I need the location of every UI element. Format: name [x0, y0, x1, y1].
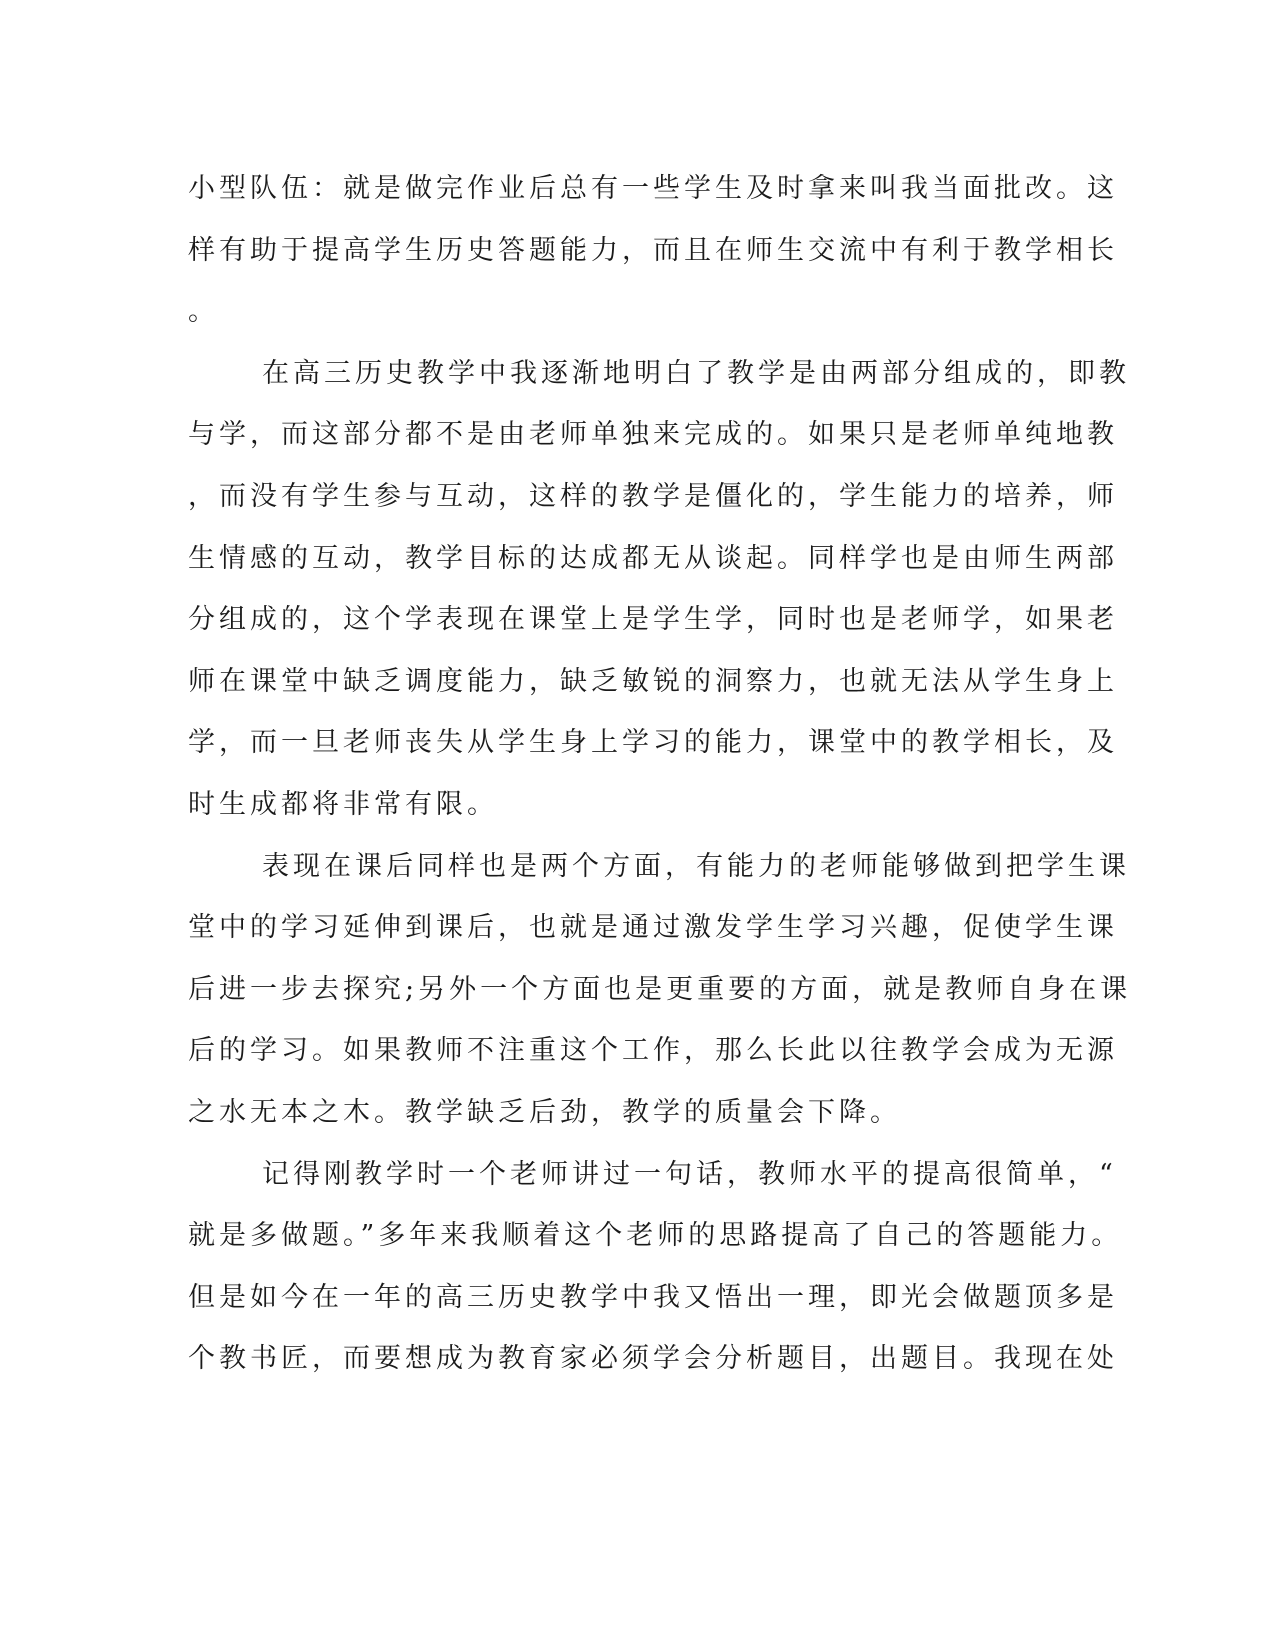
- text-line: 之水无本之木。教学缺乏后劲，教学的质量会下降。: [188, 1096, 901, 1128]
- text-line: 后的学习。如果教师不注重这个工作，那么长此以往教学会成为无源: [188, 1035, 1118, 1067]
- text-line: 个教书匠，而要想成为教育家必须学会分析题目，出题目。我现在处: [188, 1343, 1118, 1375]
- text-line: ，而没有学生参与互动，这样的教学是僵化的，学生能力的培养，师: [188, 480, 1118, 512]
- paragraph-first-line: 记得刚教学时一个老师讲过一句话，教师水平的提高很简单，“: [262, 1158, 1117, 1190]
- text-line: 后进一步去探究;另外一个方面也是更重要的方面，就是教师自身在课: [188, 973, 1132, 1005]
- text-line: 堂中的学习延伸到课后，也就是通过激发学生学习兴趣，促使学生课: [188, 912, 1118, 944]
- text-line: 与学，而这部分都不是由老师单独来完成的。如果只是老师单纯地教: [188, 419, 1118, 451]
- text-line: 样有助于提高学生历史答题能力，而且在师生交流中有利于教学相长: [188, 234, 1118, 266]
- text-line: 生情感的互动，教学目标的达成都无从谈起。同样学也是由师生两部: [188, 542, 1118, 574]
- document-body: [188, 158, 1132, 1390]
- text-line: 师在课堂中缺乏调度能力，缺乏敏锐的洞察力，也就无法从学生身上: [188, 665, 1118, 697]
- paragraph-first-line: 在高三历史教学中我逐渐地明白了教学是由两部分组成的，即教: [262, 357, 1130, 389]
- text-line: 时生成都将非常有限。: [188, 788, 498, 820]
- text-line: 但是如今在一年的高三历史教学中我又悟出一理，即光会做题顶多是: [188, 1281, 1118, 1313]
- text-line: 小型队伍：就是做完作业后总有一些学生及时拿来叫我当面批改。这: [188, 173, 1118, 204]
- text-line: 。: [188, 296, 219, 328]
- text-line: 就是多做题。”多年来我顺着这个老师的思路提高了自己的答题能力。: [188, 1220, 1123, 1252]
- text-line: 学，而一旦老师丧失从学生身上学习的能力，课堂中的教学相长，及: [188, 727, 1118, 759]
- paragraph-first-line: 表现在课后同样也是两个方面，有能力的老师能够做到把学生课: [262, 850, 1130, 882]
- text-line: 分组成的，这个学表现在课堂上是学生学，同时也是老师学，如果老: [188, 604, 1118, 636]
